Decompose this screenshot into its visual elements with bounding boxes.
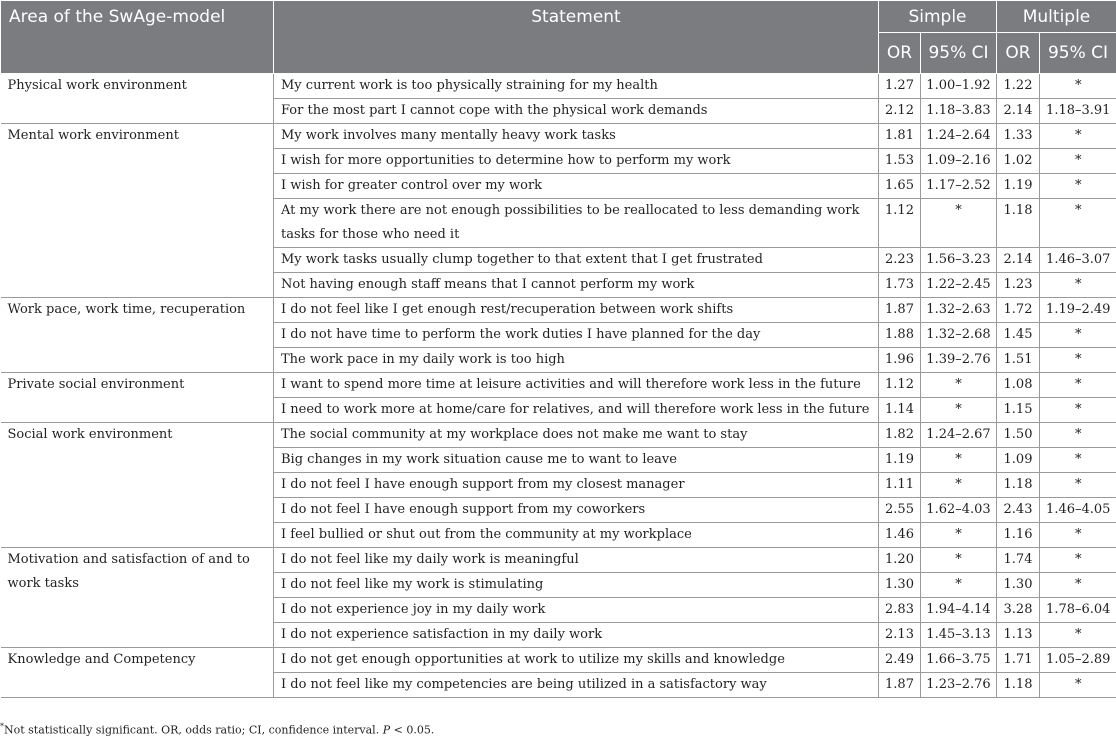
simple-ci-cell: 1.09–2.16 bbox=[921, 149, 997, 174]
simple-or-cell: 1.30 bbox=[879, 573, 921, 598]
simple-or-cell: 1.81 bbox=[879, 124, 921, 149]
statement-cell: I do not feel like my work is stimulating bbox=[274, 573, 879, 598]
simple-or-cell: 2.13 bbox=[879, 623, 921, 648]
simple-or-cell: 2.12 bbox=[879, 99, 921, 124]
table-row bbox=[1, 373, 1116, 398]
simple-ci-cell: * bbox=[921, 398, 997, 423]
simple-or-cell: 1.88 bbox=[879, 323, 921, 348]
simple-or-cell: 2.83 bbox=[879, 598, 921, 623]
multiple-ci-cell: * bbox=[1040, 448, 1116, 473]
header-multiple-or: OR bbox=[997, 33, 1040, 74]
simple-ci-cell: 1.32–2.63 bbox=[921, 298, 997, 323]
multiple-ci-cell: * bbox=[1040, 199, 1116, 248]
simple-ci-cell: * bbox=[921, 373, 997, 398]
statement-cell: At my work there are not enough possibilities to be reallocated to less demanding work tasks for those who need it bbox=[274, 199, 879, 248]
simple-or-cell: 1.73 bbox=[879, 273, 921, 298]
table-row bbox=[1, 648, 1116, 673]
statement-cell: I do not experience joy in my daily work bbox=[274, 598, 879, 623]
simple-ci-cell: 1.24–2.67 bbox=[921, 423, 997, 448]
simple-ci-cell: * bbox=[921, 523, 997, 548]
multiple-ci-cell: 1.78–6.04 bbox=[1040, 598, 1116, 623]
multiple-or-cell: 1.16 bbox=[997, 523, 1040, 548]
header-multiple: Multiple bbox=[997, 1, 1116, 33]
simple-ci-cell: 1.45–3.13 bbox=[921, 623, 997, 648]
simple-or-cell: 1.82 bbox=[879, 423, 921, 448]
statement-cell: I do not feel I have enough support from my closest manager bbox=[274, 473, 879, 498]
multiple-ci-cell: * bbox=[1040, 373, 1116, 398]
simple-or-cell: 1.12 bbox=[879, 199, 921, 248]
statement-cell: I wish for greater control over my work bbox=[274, 174, 879, 199]
simple-ci-cell: * bbox=[921, 448, 997, 473]
simple-or-cell: 1.87 bbox=[879, 298, 921, 323]
simple-ci-cell: 1.94–4.14 bbox=[921, 598, 997, 623]
header-statement: Statement bbox=[274, 1, 879, 74]
header-multiple-ci: 95% CI bbox=[1040, 33, 1116, 74]
header-simple-ci: 95% CI bbox=[921, 33, 997, 74]
simple-or-cell: 1.65 bbox=[879, 174, 921, 199]
multiple-ci-cell: 1.19–2.49 bbox=[1040, 298, 1116, 323]
multiple-ci-cell: * bbox=[1040, 323, 1116, 348]
multiple-ci-cell: 1.46–4.05 bbox=[1040, 498, 1116, 523]
statement-cell: Big changes in my work situation cause me to want to leave bbox=[274, 448, 879, 473]
multiple-ci-cell: * bbox=[1040, 398, 1116, 423]
statement-cell: Not having enough staff means that I cannot perform my work bbox=[274, 273, 879, 298]
statement-cell: I wish for more opportunities to determine how to perform my work bbox=[274, 149, 879, 174]
multiple-or-cell: 1.18 bbox=[997, 473, 1040, 498]
multiple-or-cell: 2.14 bbox=[997, 99, 1040, 124]
statement-cell: My work tasks usually clump together to that extent that I get frustrated bbox=[274, 248, 879, 273]
simple-or-cell: 1.87 bbox=[879, 673, 921, 698]
multiple-or-cell: 1.02 bbox=[997, 149, 1040, 174]
statement-cell: I do not feel like I get enough rest/recuperation between work shifts bbox=[274, 298, 879, 323]
multiple-or-cell: 1.74 bbox=[997, 548, 1040, 573]
simple-or-cell: 2.55 bbox=[879, 498, 921, 523]
simple-ci-cell: 1.00–1.92 bbox=[921, 74, 997, 99]
multiple-ci-cell: * bbox=[1040, 548, 1116, 573]
multiple-or-cell: 2.43 bbox=[997, 498, 1040, 523]
table-body bbox=[1, 74, 1116, 698]
simple-ci-cell: 1.39–2.76 bbox=[921, 348, 997, 373]
simple-or-cell: 1.46 bbox=[879, 523, 921, 548]
multiple-or-cell: 1.72 bbox=[997, 298, 1040, 323]
simple-or-cell: 2.49 bbox=[879, 648, 921, 673]
simple-ci-cell: 1.23–2.76 bbox=[921, 673, 997, 698]
multiple-ci-cell: * bbox=[1040, 174, 1116, 199]
statement-cell: I need to work more at home/care for relatives, and will therefore work less in the future bbox=[274, 398, 879, 423]
statement-cell: My work involves many mentally heavy work tasks bbox=[274, 124, 879, 149]
area-cell: Social work environment bbox=[1, 423, 274, 548]
simple-ci-cell: * bbox=[921, 473, 997, 498]
statement-cell: My current work is too physically straining for my health bbox=[274, 74, 879, 99]
area-cell: Private social environment bbox=[1, 373, 274, 423]
simple-ci-cell: 1.56–3.23 bbox=[921, 248, 997, 273]
table-row bbox=[1, 548, 1116, 573]
table-row bbox=[1, 423, 1116, 448]
area-cell: Knowledge and Competency bbox=[1, 648, 274, 698]
simple-or-cell: 1.12 bbox=[879, 373, 921, 398]
multiple-ci-cell: * bbox=[1040, 348, 1116, 373]
statement-cell: I feel bullied or shut out from the community at my workplace bbox=[274, 523, 879, 548]
simple-or-cell: 1.14 bbox=[879, 398, 921, 423]
header-simple-or: OR bbox=[879, 33, 921, 74]
header-area: Area of the SwAge-model bbox=[1, 1, 274, 74]
header-simple: Simple bbox=[879, 1, 997, 33]
area-cell: Mental work environment bbox=[1, 124, 274, 298]
area-cell: Motivation and satisfaction of and to work tasks bbox=[1, 548, 274, 648]
simple-ci-cell: 1.17–2.52 bbox=[921, 174, 997, 199]
table-footnote bbox=[0, 722, 1116, 737]
simple-ci-cell: * bbox=[921, 573, 997, 598]
multiple-ci-cell: * bbox=[1040, 673, 1116, 698]
multiple-ci-cell: * bbox=[1040, 124, 1116, 149]
area-cell: Physical work environment bbox=[1, 74, 274, 124]
multiple-ci-cell: * bbox=[1040, 523, 1116, 548]
multiple-or-cell: 1.08 bbox=[997, 373, 1040, 398]
multiple-or-cell: 1.15 bbox=[997, 398, 1040, 423]
multiple-or-cell: 1.71 bbox=[997, 648, 1040, 673]
statement-cell: I do not get enough opportunities at work to utilize my skills and knowledge bbox=[274, 648, 879, 673]
table-row bbox=[1, 124, 1116, 149]
table-header bbox=[1, 1, 1116, 74]
multiple-ci-cell: * bbox=[1040, 273, 1116, 298]
statement-cell: I want to spend more time at leisure activities and will therefore work less in the future bbox=[274, 373, 879, 398]
simple-or-cell: 1.20 bbox=[879, 548, 921, 573]
footnote-p-rest: < 0.05. bbox=[390, 723, 435, 737]
multiple-or-cell: 3.28 bbox=[997, 598, 1040, 623]
multiple-ci-cell: * bbox=[1040, 573, 1116, 598]
multiple-ci-cell: * bbox=[1040, 473, 1116, 498]
table-row bbox=[1, 298, 1116, 323]
simple-or-cell: 1.11 bbox=[879, 473, 921, 498]
multiple-or-cell: 1.19 bbox=[997, 174, 1040, 199]
multiple-or-cell: 1.30 bbox=[997, 573, 1040, 598]
simple-or-cell: 1.27 bbox=[879, 74, 921, 99]
multiple-ci-cell: * bbox=[1040, 423, 1116, 448]
simple-ci-cell: 1.62–4.03 bbox=[921, 498, 997, 523]
statement-cell: The social community at my workplace does not make me want to stay bbox=[274, 423, 879, 448]
simple-ci-cell: 1.18–3.83 bbox=[921, 99, 997, 124]
simple-ci-cell: 1.24–2.64 bbox=[921, 124, 997, 149]
statement-cell: I do not experience satisfaction in my daily work bbox=[274, 623, 879, 648]
multiple-ci-cell: 1.18–3.91 bbox=[1040, 99, 1116, 124]
simple-or-cell: 1.19 bbox=[879, 448, 921, 473]
multiple-ci-cell: * bbox=[1040, 623, 1116, 648]
statement-cell: I do not feel I have enough support from my coworkers bbox=[274, 498, 879, 523]
simple-ci-cell: 1.66–3.75 bbox=[921, 648, 997, 673]
multiple-or-cell: 1.51 bbox=[997, 348, 1040, 373]
multiple-ci-cell: 1.46–3.07 bbox=[1040, 248, 1116, 273]
simple-or-cell: 1.53 bbox=[879, 149, 921, 174]
area-cell: Work pace, work time, recuperation bbox=[1, 298, 274, 373]
multiple-or-cell: 1.18 bbox=[997, 199, 1040, 248]
multiple-or-cell: 1.09 bbox=[997, 448, 1040, 473]
simple-or-cell: 1.96 bbox=[879, 348, 921, 373]
simple-ci-cell: 1.32–2.68 bbox=[921, 323, 997, 348]
footnote-marker: * bbox=[0, 722, 4, 731]
multiple-or-cell: 1.13 bbox=[997, 623, 1040, 648]
multiple-or-cell: 1.23 bbox=[997, 273, 1040, 298]
simple-ci-cell: * bbox=[921, 199, 997, 248]
statement-cell: I do not have time to perform the work duties I have planned for the day bbox=[274, 323, 879, 348]
table-row bbox=[1, 74, 1116, 99]
multiple-or-cell: 1.50 bbox=[997, 423, 1040, 448]
footnote-p-label: P bbox=[382, 723, 391, 737]
footnote-text: Not statistically significant. OR, odds ratio; CI, confidence interval. bbox=[4, 723, 383, 737]
statement-cell: I do not feel like my competencies are being utilized in a satisfactory way bbox=[274, 673, 879, 698]
multiple-or-cell: 2.14 bbox=[997, 248, 1040, 273]
multiple-ci-cell: 1.05–2.89 bbox=[1040, 648, 1116, 673]
statement-cell: I do not feel like my daily work is meaningful bbox=[274, 548, 879, 573]
multiple-ci-cell: * bbox=[1040, 74, 1116, 99]
multiple-ci-cell: * bbox=[1040, 149, 1116, 174]
statement-cell: The work pace in my daily work is too high bbox=[274, 348, 879, 373]
multiple-or-cell: 1.33 bbox=[997, 124, 1040, 149]
multiple-or-cell: 1.22 bbox=[997, 74, 1040, 99]
simple-ci-cell: 1.22–2.45 bbox=[921, 273, 997, 298]
simple-ci-cell: * bbox=[921, 548, 997, 573]
multiple-or-cell: 1.18 bbox=[997, 673, 1040, 698]
simple-or-cell: 2.23 bbox=[879, 248, 921, 273]
multiple-or-cell: 1.45 bbox=[997, 323, 1040, 348]
statement-cell: For the most part I cannot cope with the physical work demands bbox=[274, 99, 879, 124]
